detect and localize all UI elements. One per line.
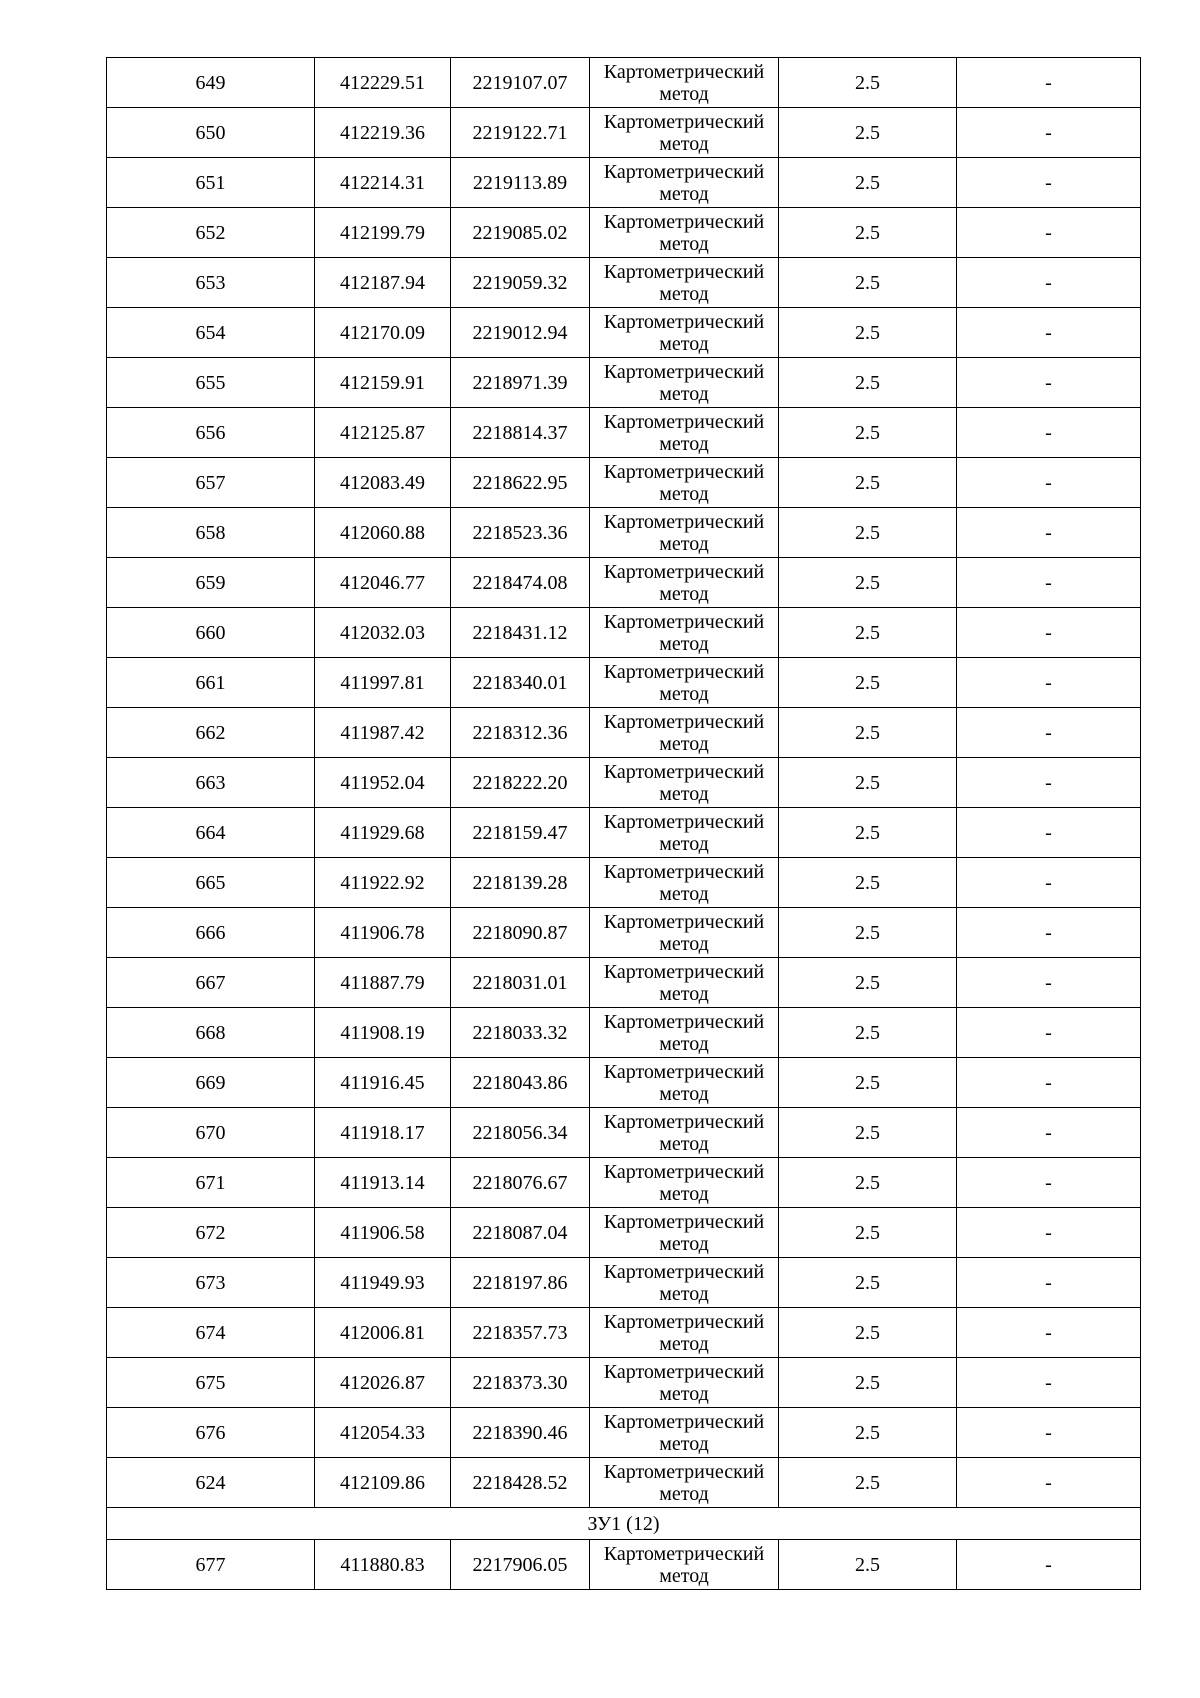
method-line-1: Картометрический	[603, 960, 765, 983]
y-coordinate-cell: 2218312.36	[451, 708, 590, 758]
note-cell: -	[957, 958, 1141, 1008]
point-number-cell: 662	[107, 708, 315, 758]
note-cell: -	[957, 1358, 1141, 1408]
note-cell: -	[957, 708, 1141, 758]
y-coordinate-cell: 2219085.02	[451, 208, 590, 258]
x-coordinate-cell: 411997.81	[315, 658, 451, 708]
method-cell	[590, 1308, 779, 1358]
method-line-2: метод	[659, 1564, 709, 1587]
y-coordinate-cell: 2217906.05	[451, 1540, 590, 1590]
table-row	[107, 308, 1141, 358]
coordinates-table	[106, 57, 1141, 1590]
note-cell: -	[957, 1158, 1141, 1208]
y-coordinate-cell: 2218043.86	[451, 1058, 590, 1108]
point-number-cell: 674	[107, 1308, 315, 1358]
x-coordinate-cell: 411916.45	[315, 1058, 451, 1108]
table-row	[107, 458, 1141, 508]
table-row	[107, 258, 1141, 308]
accuracy-cell: 2.5	[779, 208, 957, 258]
table-row	[107, 708, 1141, 758]
x-coordinate-cell: 412032.03	[315, 608, 451, 658]
x-coordinate-cell: 412214.31	[315, 158, 451, 208]
method-line-2: метод	[659, 182, 709, 205]
point-number-cell: 650	[107, 108, 315, 158]
method-cell	[590, 1258, 779, 1308]
accuracy-cell: 2.5	[779, 908, 957, 958]
method-cell	[590, 958, 779, 1008]
method-line-2: метод	[659, 232, 709, 255]
method-cell	[590, 208, 779, 258]
method-line-2: метод	[659, 282, 709, 305]
point-number-cell: 677	[107, 1540, 315, 1590]
note-cell: -	[957, 508, 1141, 558]
accuracy-cell: 2.5	[779, 858, 957, 908]
method-line-1: Картометрический	[603, 1210, 765, 1233]
section-title: ЗУ1 (12)	[107, 1508, 1141, 1540]
point-number-cell: 663	[107, 758, 315, 808]
x-coordinate-cell: 412229.51	[315, 58, 451, 108]
x-coordinate-cell: 411918.17	[315, 1108, 451, 1158]
x-coordinate-cell: 411880.83	[315, 1540, 451, 1590]
method-cell	[590, 108, 779, 158]
note-cell: -	[957, 108, 1141, 158]
note-cell: -	[957, 1458, 1141, 1508]
x-coordinate-cell: 412060.88	[315, 508, 451, 558]
point-number-cell: 670	[107, 1108, 315, 1158]
method-cell	[590, 1408, 779, 1458]
method-line-2: метод	[659, 1032, 709, 1055]
table-row	[107, 408, 1141, 458]
accuracy-cell: 2.5	[779, 258, 957, 308]
x-coordinate-cell: 412046.77	[315, 558, 451, 608]
method-line-2: метод	[659, 1132, 709, 1155]
method-cell	[590, 408, 779, 458]
point-number-cell: 660	[107, 608, 315, 658]
x-coordinate-cell: 412054.33	[315, 1408, 451, 1458]
x-coordinate-cell: 412170.09	[315, 308, 451, 358]
method-cell	[590, 1058, 779, 1108]
point-number-cell: 665	[107, 858, 315, 908]
point-number-cell: 671	[107, 1158, 315, 1208]
method-cell	[590, 858, 779, 908]
point-number-cell: 652	[107, 208, 315, 258]
table-row	[107, 158, 1141, 208]
method-line-2: метод	[659, 1382, 709, 1405]
method-line-2: метод	[659, 382, 709, 405]
table-row	[107, 758, 1141, 808]
point-number-cell: 656	[107, 408, 315, 458]
method-cell	[590, 258, 779, 308]
y-coordinate-cell: 2219113.89	[451, 158, 590, 208]
method-line-2: метод	[659, 82, 709, 105]
method-line-2: метод	[659, 882, 709, 905]
y-coordinate-cell: 2218523.36	[451, 508, 590, 558]
method-cell	[590, 708, 779, 758]
coordinates-table-body	[107, 58, 1141, 1590]
x-coordinate-cell: 412083.49	[315, 458, 451, 508]
y-coordinate-cell: 2219059.32	[451, 258, 590, 308]
x-coordinate-cell: 411987.42	[315, 708, 451, 758]
accuracy-cell: 2.5	[779, 358, 957, 408]
x-coordinate-cell: 412109.86	[315, 1458, 451, 1508]
y-coordinate-cell: 2218971.39	[451, 358, 590, 408]
method-line-2: метод	[659, 782, 709, 805]
y-coordinate-cell: 2218033.32	[451, 1008, 590, 1058]
method-line-1: Картометрический	[603, 1110, 765, 1133]
x-coordinate-cell: 411952.04	[315, 758, 451, 808]
method-line-1: Картометрический	[603, 60, 765, 83]
point-number-cell: 667	[107, 958, 315, 1008]
method-line-1: Картометрический	[603, 1010, 765, 1033]
y-coordinate-cell: 2218031.01	[451, 958, 590, 1008]
table-row	[107, 1208, 1141, 1258]
accuracy-cell: 2.5	[779, 1108, 957, 1158]
table-row	[107, 1458, 1141, 1508]
y-coordinate-cell: 2218076.67	[451, 1158, 590, 1208]
method-line-1: Картометрический	[603, 460, 765, 483]
method-line-1: Картометрический	[603, 110, 765, 133]
method-line-1: Картометрический	[603, 660, 765, 683]
point-number-cell: 666	[107, 908, 315, 958]
y-coordinate-cell: 2218428.52	[451, 1458, 590, 1508]
method-line-2: метод	[659, 732, 709, 755]
point-number-cell: 654	[107, 308, 315, 358]
accuracy-cell: 2.5	[779, 58, 957, 108]
table-row	[107, 1008, 1141, 1058]
method-cell	[590, 758, 779, 808]
table-row	[107, 1540, 1141, 1590]
accuracy-cell: 2.5	[779, 758, 957, 808]
method-cell	[590, 608, 779, 658]
point-number-cell: 672	[107, 1208, 315, 1258]
point-number-cell: 661	[107, 658, 315, 708]
table-row	[107, 1158, 1141, 1208]
method-line-1: Картометрический	[603, 1460, 765, 1483]
method-line-2: метод	[659, 832, 709, 855]
accuracy-cell: 2.5	[779, 608, 957, 658]
method-cell	[590, 908, 779, 958]
y-coordinate-cell: 2218087.04	[451, 1208, 590, 1258]
method-line-2: метод	[659, 1482, 709, 1505]
method-line-1: Картометрический	[603, 160, 765, 183]
method-cell	[590, 308, 779, 358]
point-number-cell: 659	[107, 558, 315, 608]
accuracy-cell: 2.5	[779, 808, 957, 858]
accuracy-cell: 2.5	[779, 558, 957, 608]
section-header-row	[107, 1508, 1141, 1540]
x-coordinate-cell: 411906.78	[315, 908, 451, 958]
table-row	[107, 558, 1141, 608]
table-row	[107, 808, 1141, 858]
note-cell: -	[957, 408, 1141, 458]
method-line-1: Картометрический	[603, 1410, 765, 1433]
note-cell: -	[957, 308, 1141, 358]
x-coordinate-cell: 412125.87	[315, 408, 451, 458]
method-cell	[590, 508, 779, 558]
y-coordinate-cell: 2218340.01	[451, 658, 590, 708]
method-cell	[590, 58, 779, 108]
method-line-2: метод	[659, 1182, 709, 1205]
method-line-1: Картометрический	[603, 1310, 765, 1333]
table-row	[107, 658, 1141, 708]
method-cell	[590, 658, 779, 708]
y-coordinate-cell: 2218474.08	[451, 558, 590, 608]
method-line-1: Картометрический	[603, 710, 765, 733]
method-line-2: метод	[659, 532, 709, 555]
accuracy-cell: 2.5	[779, 1158, 957, 1208]
accuracy-cell: 2.5	[779, 408, 957, 458]
note-cell: -	[957, 1408, 1141, 1458]
table-row	[107, 1108, 1141, 1158]
method-line-2: метод	[659, 1082, 709, 1105]
y-coordinate-cell: 2219122.71	[451, 108, 590, 158]
method-line-1: Картометрический	[603, 310, 765, 333]
method-line-2: метод	[659, 632, 709, 655]
point-number-cell: 669	[107, 1058, 315, 1108]
method-cell	[590, 1208, 779, 1258]
method-cell	[590, 1540, 779, 1590]
table-row	[107, 958, 1141, 1008]
point-number-cell: 655	[107, 358, 315, 408]
method-line-2: метод	[659, 432, 709, 455]
accuracy-cell: 2.5	[779, 508, 957, 558]
point-number-cell: 668	[107, 1008, 315, 1058]
note-cell: -	[957, 358, 1141, 408]
note-cell: -	[957, 58, 1141, 108]
method-line-1: Картометрический	[603, 210, 765, 233]
accuracy-cell: 2.5	[779, 1008, 957, 1058]
point-number-cell: 658	[107, 508, 315, 558]
method-cell	[590, 458, 779, 508]
table-row	[107, 1308, 1141, 1358]
x-coordinate-cell: 412159.91	[315, 358, 451, 408]
y-coordinate-cell: 2218159.47	[451, 808, 590, 858]
x-coordinate-cell: 411887.79	[315, 958, 451, 1008]
accuracy-cell: 2.5	[779, 1408, 957, 1458]
y-coordinate-cell: 2218390.46	[451, 1408, 590, 1458]
method-line-2: метод	[659, 1332, 709, 1355]
method-cell	[590, 1158, 779, 1208]
point-number-cell: 651	[107, 158, 315, 208]
y-coordinate-cell: 2218373.30	[451, 1358, 590, 1408]
x-coordinate-cell: 412006.81	[315, 1308, 451, 1358]
note-cell: -	[957, 608, 1141, 658]
x-coordinate-cell: 412219.36	[315, 108, 451, 158]
note-cell: -	[957, 1308, 1141, 1358]
note-cell: -	[957, 1258, 1141, 1308]
note-cell: -	[957, 758, 1141, 808]
y-coordinate-cell: 2218814.37	[451, 408, 590, 458]
y-coordinate-cell: 2218139.28	[451, 858, 590, 908]
point-number-cell: 653	[107, 258, 315, 308]
accuracy-cell: 2.5	[779, 1208, 957, 1258]
method-line-1: Картометрический	[603, 810, 765, 833]
method-line-1: Картометрический	[603, 510, 765, 533]
note-cell: -	[957, 1058, 1141, 1108]
note-cell: -	[957, 558, 1141, 608]
table-row	[107, 1358, 1141, 1408]
accuracy-cell: 2.5	[779, 1458, 957, 1508]
point-number-cell: 675	[107, 1358, 315, 1408]
method-line-2: метод	[659, 1282, 709, 1305]
table-row	[107, 1258, 1141, 1308]
method-line-1: Картометрический	[603, 560, 765, 583]
note-cell: -	[957, 158, 1141, 208]
method-cell	[590, 158, 779, 208]
method-line-2: метод	[659, 932, 709, 955]
accuracy-cell: 2.5	[779, 1058, 957, 1108]
note-cell: -	[957, 1008, 1141, 1058]
y-coordinate-cell: 2219107.07	[451, 58, 590, 108]
y-coordinate-cell: 2219012.94	[451, 308, 590, 358]
method-line-2: метод	[659, 582, 709, 605]
method-line-2: метод	[659, 1232, 709, 1255]
note-cell: -	[957, 808, 1141, 858]
accuracy-cell: 2.5	[779, 308, 957, 358]
method-line-1: Картометрический	[603, 760, 765, 783]
note-cell: -	[957, 1540, 1141, 1590]
note-cell: -	[957, 858, 1141, 908]
point-number-cell: 676	[107, 1408, 315, 1458]
accuracy-cell: 2.5	[779, 708, 957, 758]
method-cell	[590, 558, 779, 608]
table-row	[107, 1408, 1141, 1458]
table-row	[107, 908, 1141, 958]
method-line-1: Картометрический	[603, 1160, 765, 1183]
x-coordinate-cell: 411922.92	[315, 858, 451, 908]
y-coordinate-cell: 2218357.73	[451, 1308, 590, 1358]
y-coordinate-cell: 2218622.95	[451, 458, 590, 508]
method-cell	[590, 358, 779, 408]
accuracy-cell: 2.5	[779, 958, 957, 1008]
point-number-cell: 624	[107, 1458, 315, 1508]
method-line-1: Картометрический	[603, 410, 765, 433]
x-coordinate-cell: 411906.58	[315, 1208, 451, 1258]
y-coordinate-cell: 2218222.20	[451, 758, 590, 808]
method-line-2: метод	[659, 482, 709, 505]
accuracy-cell: 2.5	[779, 658, 957, 708]
method-line-1: Картометрический	[603, 1542, 765, 1565]
table-row	[107, 608, 1141, 658]
method-line-1: Картометрический	[603, 910, 765, 933]
method-cell	[590, 1108, 779, 1158]
accuracy-cell: 2.5	[779, 1308, 957, 1358]
x-coordinate-cell: 412187.94	[315, 258, 451, 308]
accuracy-cell: 2.5	[779, 1540, 957, 1590]
method-line-2: метод	[659, 982, 709, 1005]
table-row	[107, 208, 1141, 258]
note-cell: -	[957, 258, 1141, 308]
accuracy-cell: 2.5	[779, 1258, 957, 1308]
table-row	[107, 508, 1141, 558]
method-cell	[590, 808, 779, 858]
method-line-1: Картометрический	[603, 260, 765, 283]
method-line-1: Картометрический	[603, 1360, 765, 1383]
note-cell: -	[957, 908, 1141, 958]
table-row	[107, 58, 1141, 108]
x-coordinate-cell: 412026.87	[315, 1358, 451, 1408]
x-coordinate-cell: 412199.79	[315, 208, 451, 258]
note-cell: -	[957, 1208, 1141, 1258]
method-cell	[590, 1358, 779, 1408]
method-line-2: метод	[659, 132, 709, 155]
method-line-1: Картометрический	[603, 1060, 765, 1083]
y-coordinate-cell: 2218431.12	[451, 608, 590, 658]
x-coordinate-cell: 411929.68	[315, 808, 451, 858]
method-line-2: метод	[659, 1432, 709, 1455]
method-line-1: Картометрический	[603, 360, 765, 383]
method-line-1: Картометрический	[603, 610, 765, 633]
note-cell: -	[957, 458, 1141, 508]
note-cell: -	[957, 208, 1141, 258]
point-number-cell: 657	[107, 458, 315, 508]
point-number-cell: 673	[107, 1258, 315, 1308]
table-row	[107, 108, 1141, 158]
point-number-cell: 664	[107, 808, 315, 858]
table-row	[107, 858, 1141, 908]
method-cell	[590, 1008, 779, 1058]
table-row	[107, 358, 1141, 408]
accuracy-cell: 2.5	[779, 458, 957, 508]
note-cell: -	[957, 1108, 1141, 1158]
point-number-cell: 649	[107, 58, 315, 108]
table-row	[107, 1058, 1141, 1108]
method-line-1: Картометрический	[603, 1260, 765, 1283]
y-coordinate-cell: 2218056.34	[451, 1108, 590, 1158]
note-cell: -	[957, 658, 1141, 708]
accuracy-cell: 2.5	[779, 108, 957, 158]
method-line-2: метод	[659, 332, 709, 355]
method-line-2: метод	[659, 682, 709, 705]
y-coordinate-cell: 2218197.86	[451, 1258, 590, 1308]
method-line-1: Картометрический	[603, 860, 765, 883]
y-coordinate-cell: 2218090.87	[451, 908, 590, 958]
x-coordinate-cell: 411913.14	[315, 1158, 451, 1208]
accuracy-cell: 2.5	[779, 1358, 957, 1408]
accuracy-cell: 2.5	[779, 158, 957, 208]
x-coordinate-cell: 411908.19	[315, 1008, 451, 1058]
method-cell	[590, 1458, 779, 1508]
x-coordinate-cell: 411949.93	[315, 1258, 451, 1308]
